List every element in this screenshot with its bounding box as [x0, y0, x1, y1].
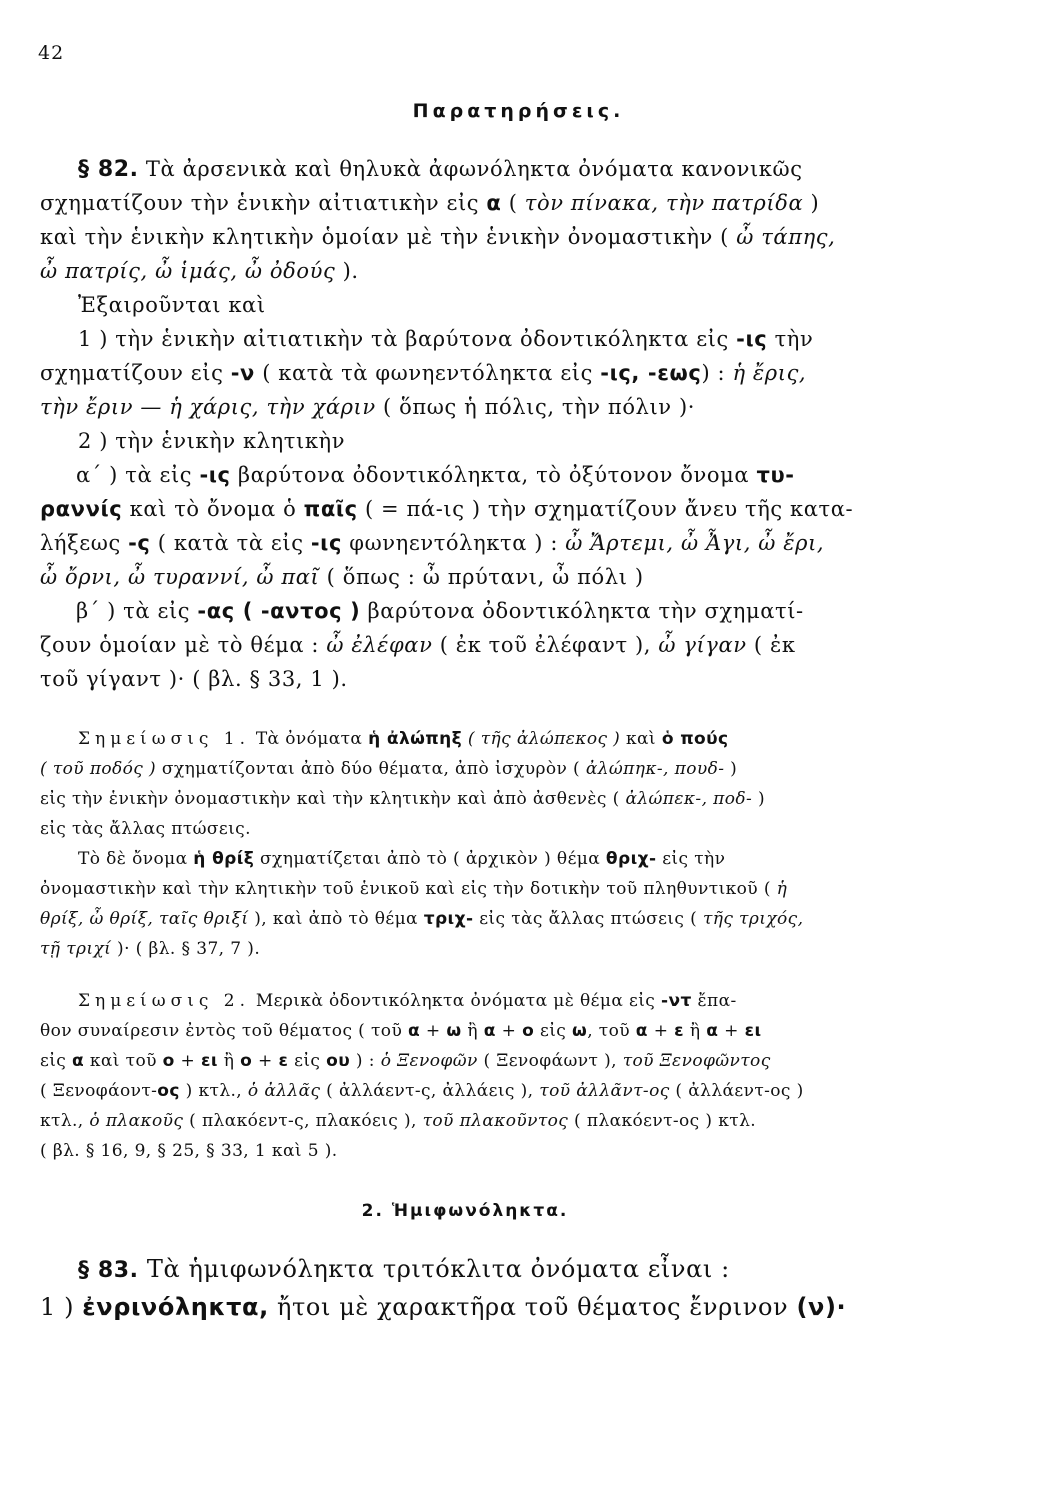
- note-1-line: θρίξ, ὦ θρίξ, ταῖς θριξί ), καὶ ἀπὸ τὸ θέμα τριχ- εἰς τὰς ἄλλας πτώσεις ( τῆς τριχός,: [40, 909, 804, 929]
- note-1-line: εἰς τὴν ἑνικὴν ὀνομαστικὴν καὶ τὴν κλητικὴν καὶ ἀπὸ ἀσθενὲς ( ἀλώπεκ-, ποδ- ): [40, 789, 766, 809]
- note-2-line: θον συναίρεσιν ἐντὸς τοῦ θέματος ( τοῦ α + ω ἢ α + ο εἰς ω, τοῦ α + ε ἢ α + ει: [40, 1021, 762, 1041]
- para-83-line: 1 ) ἐνρινόληκτα, ἤτοι μὲ χαρακτῆρα τοῦ θέματος ἔνρινον (ν)·: [40, 1293, 847, 1321]
- para-82-line: 1 ) τὴν ἑνικὴν αἰτιατικὴν τὰ βαρύτονα ὀδοντικόληκτα εἰς -ις τὴν: [78, 327, 814, 351]
- section-number: § 82.: [78, 157, 139, 182]
- note-2-line: ( βλ. § 16, 9, § 25, § 33, 1 καὶ 5 ).: [40, 1141, 338, 1161]
- para-82-line: ὦ πατρίς, ὦ ἱμάς, ὦ ὀδούς ).: [40, 259, 359, 283]
- page-heading: Παρατηρήσεις.: [412, 100, 625, 122]
- para-82-line: 2 ) τὴν ἑνικὴν κλητικὴν: [78, 429, 346, 453]
- para-82-line: Ἐξαιροῦνται καὶ: [78, 293, 266, 317]
- note-1-line: Τὸ δὲ ὄνομα ἡ θρίξ σχηματίζεται ἀπὸ τὸ ( ἀρχικὸν ) θέμα θριχ- εἰς τὴν: [78, 849, 726, 869]
- page-number: 42: [38, 42, 65, 64]
- para-82-line: α΄ ) τὰ εἰς -ις βαρύτονα ὀδοντικόληκτα, τὸ ὀξύτονον ὄνομα τυ-: [76, 463, 795, 487]
- note-label: Σημείωσις 2.: [78, 991, 251, 1011]
- para-82-line: σχηματίζουν εἰς -ν ( κατὰ τὰ φωνηεντόληκτα εἰς -ις, -εως) : ἡ ἔρις,: [40, 361, 807, 385]
- para-82-line: τοῦ γίγαντ )· ( βλ. § 33, 1 ).: [40, 667, 348, 691]
- note-2-line: κτλ., ὁ πλακοῦς ( πλακόεντ-ς, πλακόεις ), τοῦ πλακοῦντος ( πλακόεντ-ος ) κτλ.: [40, 1111, 757, 1131]
- note-1-line: ( τοῦ ποδός ) σχηματίζονται ἀπὸ δύο θέματα, ἀπὸ ἰσχυρὸν ( ἀλώπηκ-, πουδ- ): [40, 759, 738, 779]
- para-83-line: § 83. Τὰ ἡμιφωνόληκτα τριτόκλιτα ὀνόματα εἶναι :: [78, 1255, 730, 1283]
- subheading: 2. Ἡμιφωνόληκτα.: [361, 1201, 569, 1221]
- note-1-line: ὀνομαστικὴν καὶ τὴν κλητικὴν τοῦ ἑνικοῦ καὶ εἰς τὴν δοτικὴν τοῦ πληθυντικοῦ ( ἡ: [40, 879, 788, 899]
- text-body: [40, 152, 870, 1326]
- para-82-line: λήξεως -ς ( κατὰ τὰ εἰς -ις φωνηεντόληκτα ) : ὦ Ἄρτεμι, ὦ Ἆγι, ὦ ἔρι,: [40, 531, 825, 555]
- para-82-line: σχηματίζουν τὴν ἑνικὴν αἰτιατικὴν εἰς α ( τὸν πίνακα, τὴν πατρίδα ): [40, 191, 820, 215]
- para-82-line: β΄ ) τὰ εἰς -ας ( -αντος ) βαρύτονα ὀδοντικόληκτα τὴν σχηματί-: [76, 599, 804, 623]
- para-82-line: ζουν ὁμοίαν μὲ τὸ θέμα : ὦ ἐλέφαν ( ἐκ τοῦ ἐλέφαντ ), ὦ γίγαν ( ἐκ: [40, 633, 796, 657]
- para-82-line: καὶ τὴν ἑνικὴν κλητικὴν ὁμοίαν μὲ τὴν ἑνικὴν ὀνομαστικὴν ( ὦ τάπης,: [40, 225, 836, 249]
- note-2-line: εἰς α καὶ τοῦ ο + ει ἢ ο + ε εἰς ου ) : ὁ Ξενοφῶν ( Ξενοφάωντ ), τοῦ Ξενοφῶντος: [40, 1051, 771, 1071]
- para-82-line: § 82. Τὰ ἀρσενικὰ καὶ θηλυκὰ ἀφωνόληκτα ὀνόματα κανονικῶς: [78, 157, 803, 182]
- para-82-line: ὦ ὄρνι, ὦ τυραννί, ὦ παῖ ( ὅπως : ὦ πρύτανι, ὦ πόλι ): [40, 565, 644, 589]
- note-1-line: τῇ τριχί )· ( βλ. § 37, 7 ).: [40, 939, 261, 959]
- note-2-line: ( Ξενοφάοντ-ος ) κτλ., ὁ ἀλλᾶς ( ἀλλάεντ-ς, ἀλλάεις ), τοῦ ἀλλᾶντ-ος ( ἀλλάεντ-ος ): [40, 1081, 804, 1101]
- note-2-line: Σημείωσις 2. Μερικὰ ὀδοντικόληκτα ὀνόματα μὲ θέμα εἰς -ντ ἔπα-: [78, 991, 737, 1011]
- note-1-line: Σημείωσις 1. Τὰ ὀνόματα ἡ ἀλώπηξ ( τῆς ἀλώπεκος ) καὶ ὁ πούς: [78, 729, 729, 749]
- note-label: Σημείωσις 1.: [78, 729, 251, 749]
- para-82-line: τὴν ἔριν — ἡ χάρις, τὴν χάριν ( ὅπως ἡ πόλις, τὴν πόλιν )·: [40, 395, 696, 419]
- para-82-line: ραννίς καὶ τὸ ὄνομα ὁ παῖς ( = πά-ις ) τὴν σχηματίζουν ἄνευ τῆς κατα-: [40, 497, 854, 521]
- section-number: § 83.: [78, 1258, 139, 1283]
- note-1-line: εἰς τὰς ἄλλας πτώσεις.: [40, 819, 251, 839]
